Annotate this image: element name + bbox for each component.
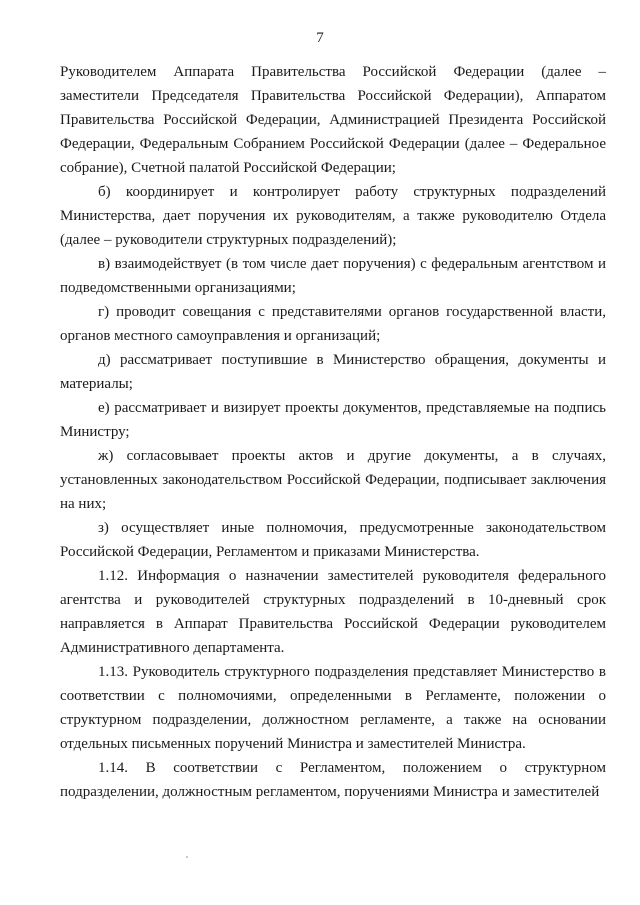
paragraph-1-14: 1.14. В соответствии с Регламентом, положением о структурном подразделении, должностным регламентом, поручениями Министра и заместителей xyxy=(60,760,606,800)
paragraph-item-e: е) рассматривает и визирует проекты документов, представляемые на подпись Министру; xyxy=(60,400,606,440)
paragraph-1-12: 1.12. Информация о назначении заместителей руководителя федерального агентства и руководителей структурных подразделений в 10-дневный срок направляется в Аппарат Правительства Российской Федерации руководителем Административного департамента. xyxy=(60,568,606,656)
paragraph-item-v: в) взаимодействует (в том числе дает поручения) с федеральным агентством и подведомственными организациями; xyxy=(60,256,606,296)
paragraph-continuation: Руководителем Аппарата Правительства Российской Федерации (далее – заместители Председателя Правительства Российской Федерации), Аппаратом Правительства Российской Федерации, Администрацией Президента Российской Федерации, Федеральным Собранием Российской Федерации (далее – Федеральное собрание), Счетной палатой Российской Федерации; xyxy=(60,64,606,176)
paragraph-1-13: 1.13. Руководитель структурного подразделения представляет Министерство в соответствии с полномочиями, определенными в Регламенте, положении о структурном подразделении, должностном регламенте, а также на основании отдельных письменных поручений Министра и заместителей Министра. xyxy=(60,664,606,752)
page-number: 7 xyxy=(316,30,324,46)
paragraph-item-zh: ж) согласовывает проекты актов и другие документы, а в случаях, установленных законодательством Российской Федерации, подписывает заключения на них; xyxy=(60,448,606,512)
document-body xyxy=(60,60,606,804)
paragraph-item-g: г) проводит совещания с представителями органов государственной власти, органов местного самоуправления и организаций; xyxy=(60,304,606,344)
scan-speck xyxy=(186,856,188,858)
paragraph-item-d: д) рассматривает поступившие в Министерство обращения, документы и материалы; xyxy=(60,352,606,392)
paragraph-item-z: з) осуществляет иные полномочия, предусмотренные законодательством Российской Федерации, Регламентом и приказами Министерства. xyxy=(60,520,606,560)
paragraph-item-b: б) координирует и контролирует работу структурных подразделений Министерства, дает поручения их руководителям, а также руководителю Отдела (далее – руководители структурных подразделений); xyxy=(60,184,606,248)
